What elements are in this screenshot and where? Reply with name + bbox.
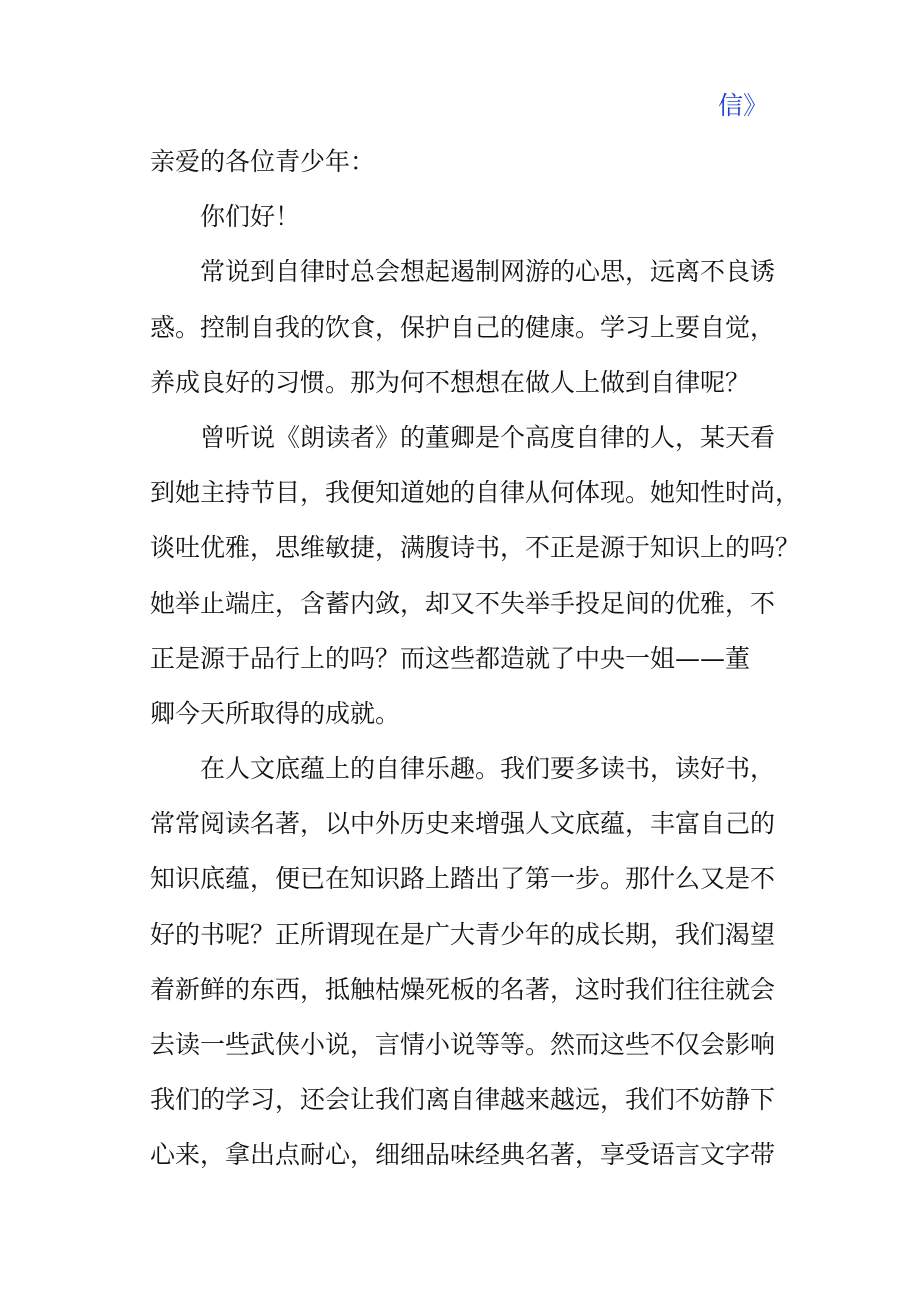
paragraph-3-line-3: 知识底蕴，便已在知识路上踏出了第一步。那什么又是不 <box>150 864 776 894</box>
paragraph-3-line-8: 心来，拿出点耐心，细细品味经典名著，享受语言文字带 <box>150 1140 776 1170</box>
greeting: 你们好！ <box>200 202 301 232</box>
paragraph-3-line-6: 去读一些武侠小说，言情小说等等。然而这些不仅会影响 <box>150 1030 776 1059</box>
paragraph-3-line-2: 常常阅读名著，以中外历史来增强人文底蕴，丰富自己的 <box>150 809 776 839</box>
paragraph-2-line-4: 她举止端庄，含蓄内敛，却又不失举手投足间的优雅，不 <box>150 588 776 618</box>
title-fragment: 信》 <box>718 91 769 120</box>
salutation: 亲爱的各位青少年： <box>150 147 376 176</box>
paragraph-3-line-4: 好的书呢？正所谓现在是广大青少年的成长期，我们渴望 <box>150 919 776 949</box>
letter-body <box>150 142 801 1191</box>
paragraph-2-line-6: 卿今天所取得的成就。 <box>150 698 401 728</box>
paragraph-2-line-3: 谈吐优雅，思维敏捷，满腹诗书，不正是源于知识上的吗？ <box>150 533 801 563</box>
paragraph-1-line-2: 惑。控制自我的饮食，保护自己的健康。学习上要自觉， <box>150 312 776 342</box>
paragraph-2-line-1: 曾听说《朗读者》的董卿是个高度自律的人，某天看 <box>200 422 776 452</box>
paragraph-3-line-1: 在人文底蕴上的自律乐趣。我们要多读书，读好书， <box>200 754 776 784</box>
paragraph-3-line-7: 我们的学习，还会让我们离自律越来越远，我们不妨静下 <box>150 1085 776 1115</box>
paragraph-1-line-3: 养成良好的习惯。那为何不想想在做人上做到自律呢？ <box>150 367 751 397</box>
paragraph-2-line-2: 到她主持节目，我便知道她的自律从何体现。她知性时尚， <box>150 478 801 508</box>
paragraph-2-line-5: 正是源于品行上的吗？而这些都造就了中央一姐——董 <box>150 643 751 673</box>
paragraph-1-line-1: 常说到自律时总会想起遏制网游的心思，远离不良诱 <box>200 257 776 287</box>
paragraph-3-line-5: 着新鲜的东西，抵触枯燥死板的名著，这时我们往往就会 <box>150 974 776 1004</box>
